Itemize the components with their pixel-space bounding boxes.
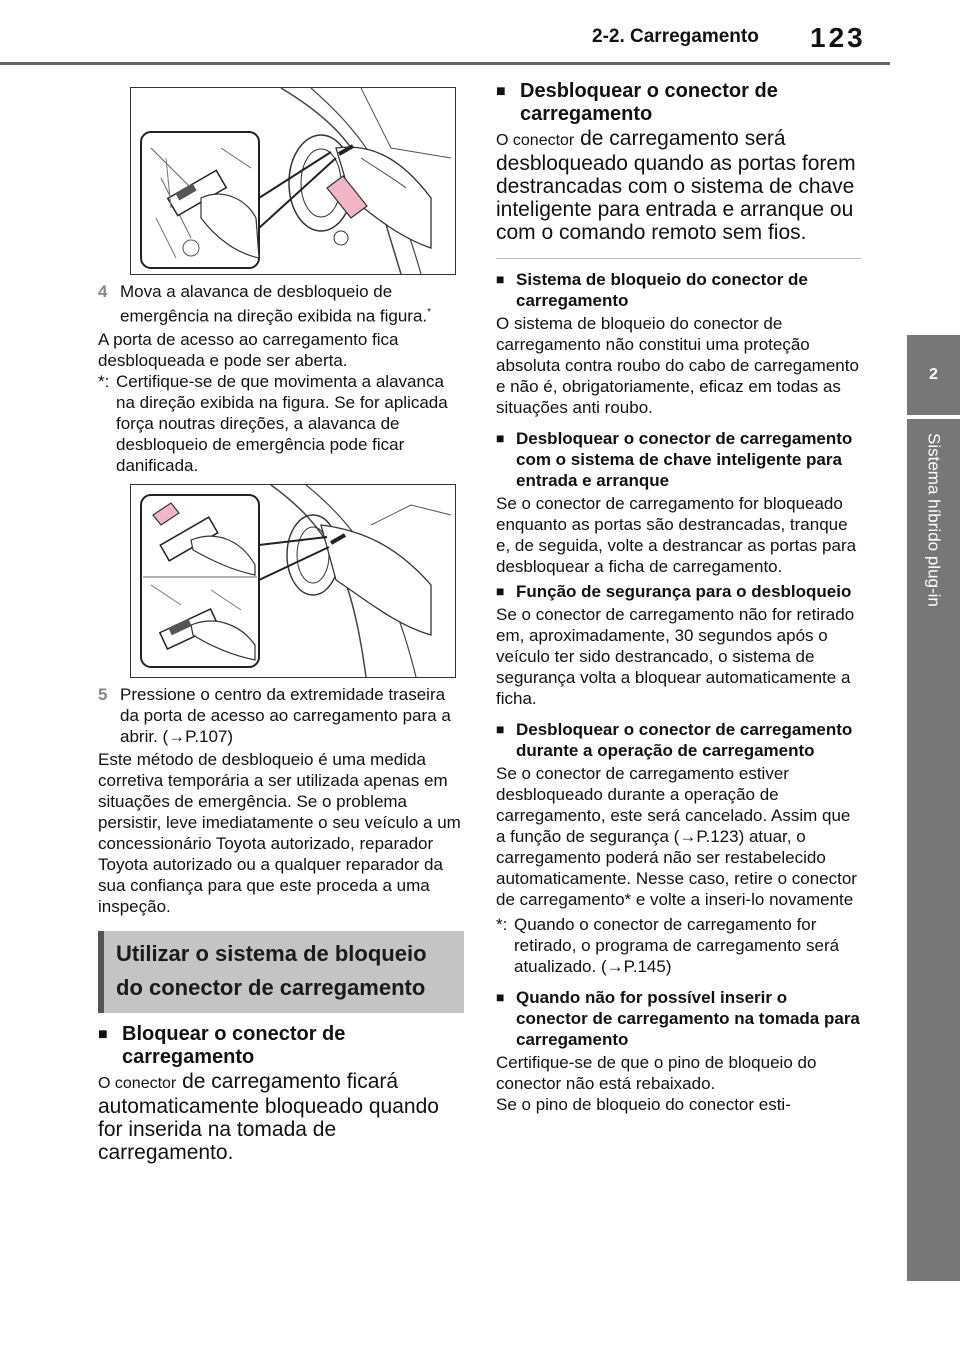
right-column — [496, 80, 861, 1115]
square-bullet-icon: ■ — [496, 430, 505, 446]
heading-text: Desbloquear o conector de carregamento — [520, 80, 778, 125]
paragraph-safety-function: Se o conector de carregamento não for retirado em, aproximadamente, 30 segundos após o veículo ter sido destrancado, o sistema de segurança volta a bloquear automaticamente a ficha. — [496, 605, 855, 708]
paragraph-unlock-smart-key: Se o conector de carregamento for bloqueado enquanto as portas são destrancadas, tranque e, de seguida, volte a destrancar as portas para desbloquear a ficha de carregamento. — [496, 494, 857, 576]
section-header: 2-2. Carregamento — [592, 26, 759, 47]
left-column — [98, 87, 464, 1164]
step-text: Mova a alavanca de desbloqueio de emergência na direção exibida na figura. — [120, 282, 428, 326]
header-rule — [0, 62, 890, 65]
square-bullet-icon: ■ — [496, 721, 505, 737]
footnote-mark: *: — [496, 915, 508, 934]
illustration-door — [131, 485, 455, 677]
step-text: Pressione o centro da extremidade traseira da porta de acesso ao carregamento para a abrir. (→P.107) — [120, 684, 451, 746]
chapter-tab — [907, 419, 960, 1281]
step-4 — [98, 281, 464, 327]
square-bullet-icon: ■ — [496, 271, 505, 287]
footnote-text: Certifique-se de que movimenta a alavanca na direção exibida na figura. Se for aplicada força noutras direções, a alavanca de desbloqueio de emergência pode ficar danificada. — [116, 371, 448, 475]
subheading-safety-function: ■ Função de segurança para o desbloqueio — [496, 582, 852, 601]
section-title-box: Utilizar o sistema de bloqueio do conector de carregamento — [98, 931, 464, 1013]
subheading-cannot-insert: ■ Quando não for possível inserir o conector de carregamento na tomada para carregamento — [496, 988, 860, 1049]
separator-rule — [496, 258, 861, 259]
step-number: 4 — [98, 282, 108, 301]
heading-lock-connector — [98, 1023, 464, 1069]
page-number: 123 — [810, 22, 866, 53]
paragraph-door-unlocked: A porta de acesso ao carregamento fica desbloqueada e pode ser aberta. — [98, 329, 399, 370]
subheading-lock-system: ■ Sistema de bloqueio do conector de carregamento — [496, 270, 808, 310]
lead-unlock-connector: O conector de carregamento será desbloqueado quando as portas forem destrancadas com o sistema de chave inteligente para entrada e arranque ou com o comando remoto sem fios. — [496, 127, 856, 244]
paragraph-emergency-method: Este método de desbloqueio é uma medida corretiva temporária a ser utilizada apenas em situações de emergência. Se o problema persistir, leve imediatamente o seu veículo a um concessionário Toyota autorizado, reparador Toyota autorizado ou a qualquer reparador da sua confiança para que este proceda a uma inspeção. — [98, 749, 461, 916]
paragraph-pin-continued: Se o pino de bloqueio do conector esti- — [496, 1095, 791, 1114]
square-bullet-icon: ■ — [98, 1025, 108, 1043]
square-bullet-icon: ■ — [496, 583, 505, 599]
figure-emergency-lever — [130, 87, 456, 275]
paragraph-unlock-during-charging: Se o conector de carregamento estiver desbloqueado durante a operação de carregamento, este será cancelado. Assim que a função de segurança (→P.123) atuar, o carregamento poderá não ser restabelecido automaticamente. Nesse caso, retire o conector de carregamento* e volte a inseri-lo novamente — [496, 764, 857, 909]
square-bullet-icon: ■ — [496, 989, 505, 1005]
chapter-tab-label: Sistema híbrido plug-in — [924, 433, 944, 607]
subheading-unlock-smart-key: ■ Desbloquear o conector de carregamento com o sistema de chave inteligente para entrada e arranque — [496, 429, 853, 490]
footnote-mark: *: — [98, 371, 110, 391]
chapter-tab-number: 2 — [907, 335, 960, 415]
illustration-lever — [131, 88, 455, 274]
figure-press-door — [130, 484, 456, 678]
square-bullet-icon: ■ — [496, 83, 506, 100]
subheading-unlock-during-charging: ■ Desbloquear o conector de carregamento durante a operação de carregamento — [496, 720, 853, 760]
step-5 — [98, 684, 464, 747]
footnote-text: Quando o conector de carregamento for retirado, o programa de carregamento será atualizado. (→P.145) — [514, 915, 840, 976]
footnote — [98, 371, 464, 476]
footnote — [496, 914, 861, 977]
paragraph-check-pin: Certifique-se de que o pino de bloqueio do conector não está rebaixado. — [496, 1053, 817, 1093]
step-number: 5 — [98, 684, 108, 704]
paragraph-lock-system: O sistema de bloqueio do conector de carregamento não constitui uma proteção absoluta contra roubo do cabo de carregamento e não é, obrigatoriamente, eficaz em todas as situações anti roubo. — [496, 314, 859, 417]
heading-text: Bloquear o conector de carregamento — [122, 1022, 346, 1068]
lead-lock-connector: O conector de carregamento ficará automaticamente bloqueado quando for inserida na tomada de carregamento. — [98, 1069, 439, 1164]
footnote-mark: * — [427, 307, 432, 318]
heading-unlock-connector — [496, 80, 861, 126]
